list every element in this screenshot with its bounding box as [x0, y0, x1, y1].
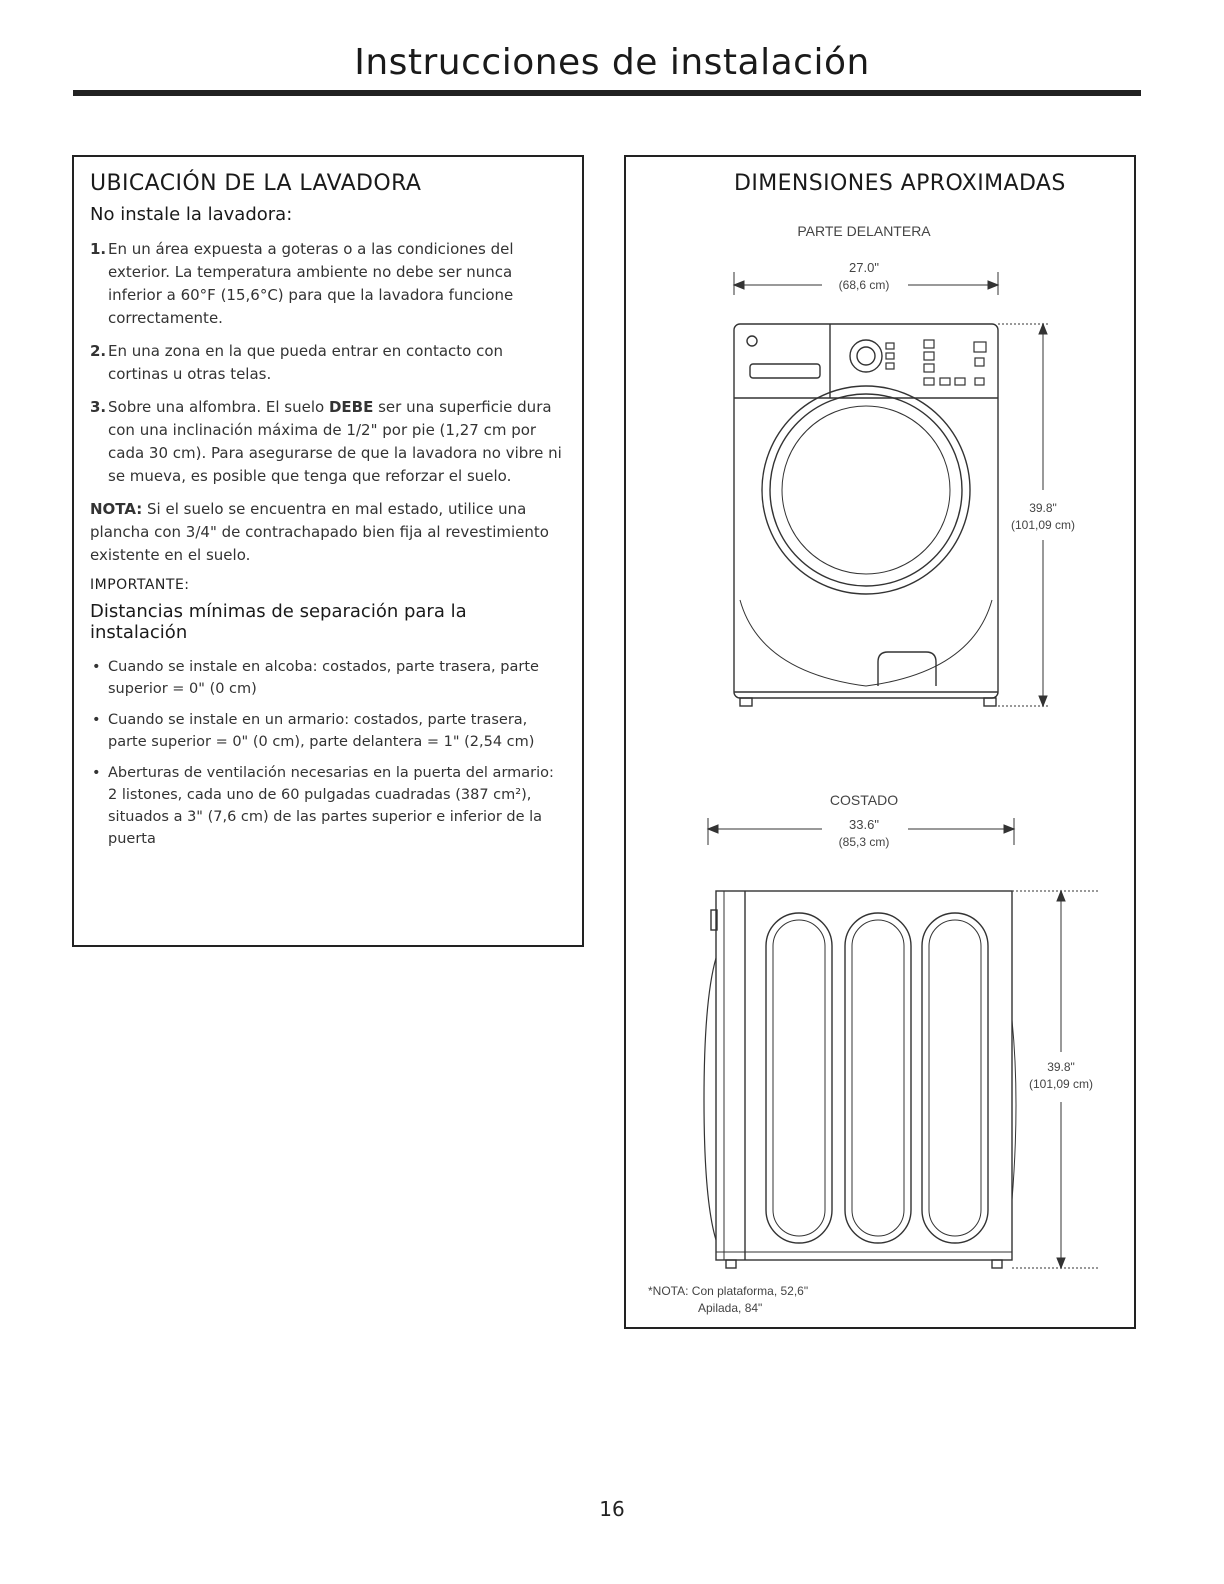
side-height-cm: (101,09 cm)	[1028, 1077, 1094, 1091]
item-text: En un área expuesta a goteras o a las condiciones del exterior. La temperatura ambiente no debe ser nunca inferior a 60°F (15,6°C) para que la lavadora funcione correctamente.	[108, 239, 514, 327]
item-text-before: Sobre una alfombra. El suelo	[108, 397, 329, 416]
note-text: Si el suelo se encuentra en mal estado, utilice una plancha con 3/4" de contrachapado bien fija al revestimiento existente en el suelo.	[90, 499, 549, 564]
note-label: NOTA:	[90, 499, 143, 518]
item-number: 2.	[90, 341, 107, 360]
arrow-right-icon	[1004, 825, 1014, 833]
arrow-left-icon	[734, 281, 744, 289]
item-number: 3.	[90, 397, 107, 416]
arrow-up-icon	[1057, 891, 1065, 901]
front-width-inches: 27.0"	[849, 260, 879, 275]
control-buttons	[886, 340, 986, 385]
platform-note-line1: *NOTA: Con plataforma, 52,6"	[648, 1284, 809, 1298]
item-text: En una zona en la que pueda entrar en contacto con cortinas u otras telas.	[108, 341, 504, 383]
section-heading: DIMENSIONES APROXIMADAS	[734, 171, 1066, 196]
item-text-bold: DEBE	[328, 397, 374, 416]
list-item: • Aberturas de ventilación necesarias en la puerta del armario: 2 listones, cada uno de 60 pulgadas cuadradas (387 cm²), situados a 3" (7,6 cm) de las partes superior e inferior de la puerta	[90, 762, 566, 850]
washer-side-drawing	[704, 891, 1016, 1268]
side-height-inches: 39.8"	[1047, 1060, 1075, 1074]
section-heading: UBICACIÓN DE LA LAVADORA	[90, 171, 422, 196]
importante-label: IMPORTANTE:	[90, 576, 190, 593]
washer-front-drawing	[734, 324, 998, 706]
side-depth-cm: (85,3 cm)	[838, 835, 890, 849]
page-number: 16	[599, 1497, 625, 1521]
front-height-dimension	[998, 324, 1050, 706]
arrow-up-icon	[1039, 324, 1047, 334]
list-item: • Cuando se instale en alcoba: costados, parte trasera, parte superior = 0" (0 cm)	[90, 656, 566, 700]
front-height-inches: 39.8"	[1029, 501, 1057, 515]
front-width-cm: (68,6 cm)	[838, 278, 890, 292]
section-subheading: No instale la lavadora:	[90, 204, 293, 225]
side-depth-inches: 33.6"	[849, 817, 879, 832]
side-view-label: COSTADO	[829, 792, 899, 808]
arrow-right-icon	[988, 281, 998, 289]
item-number: 1.	[90, 239, 107, 258]
front-height-cm: (101,09 cm)	[1010, 518, 1076, 532]
arrow-down-icon	[1057, 1258, 1065, 1268]
clearance-heading: Distancias mínimas de separación para la instalación	[90, 600, 467, 644]
page-title: Instrucciones de instalación	[354, 42, 870, 83]
arrow-left-icon	[708, 825, 718, 833]
list-item: • Cuando se instale en un armario: costados, parte trasera, parte superior = 0" (0 cm), parte delantera = 1" (2,54 cm)	[90, 709, 566, 753]
arrow-down-icon	[1039, 696, 1047, 706]
platform-note-line2: Apilada, 84"	[698, 1301, 763, 1315]
item-text-after: ser una superficie dura con una inclinación máxima de 1/2" por pie (1,27 cm por cada 30 cm). Para asegurarse de que la lavadora no vibre ni se mueva, es posible que tenga que reforzar el suelo.	[108, 397, 562, 485]
front-view-label: PARTE DELANTERA	[797, 223, 931, 239]
